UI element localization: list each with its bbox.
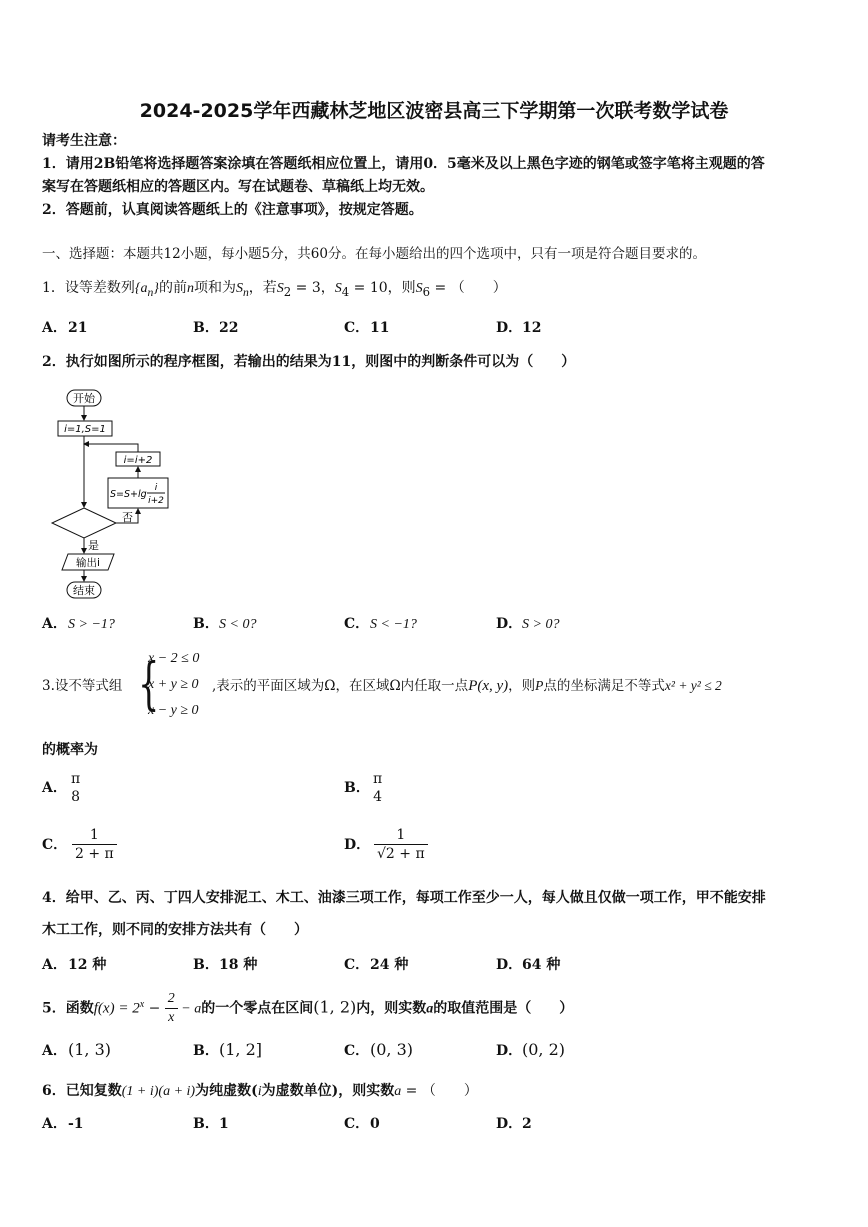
q1-cond1-val: = 3 <box>291 280 321 296</box>
q6-i: i <box>257 1084 262 1099</box>
q3-option-d[interactable] <box>344 826 428 863</box>
option-label: A． <box>42 320 67 336</box>
option-label: C． <box>42 836 68 853</box>
option-label: B． <box>193 1043 219 1059</box>
option-label: A． <box>42 957 67 973</box>
option-text: S > 0? <box>522 617 560 632</box>
q5-a: a <box>426 1001 434 1017</box>
section-heading: 一、选择题：本题共12小题，每小题5分，共60分。在每小题给出的四个选项中，只有一项是符合题目要求的。 <box>42 246 706 262</box>
flow-no-label: 否 <box>122 511 133 524</box>
option-text: (1, 2] <box>219 1040 263 1059</box>
option-fraction <box>72 826 117 863</box>
q3-mid: ,表示的平面区域为Ω，在区域Ω内任取一点 <box>212 678 469 694</box>
option-label: D． <box>496 320 523 336</box>
q1-cond2: S <box>334 281 342 296</box>
q4-option-b[interactable] <box>193 955 257 975</box>
option-label: C． <box>344 1116 370 1132</box>
option-text: (1, 3) <box>68 1040 112 1059</box>
q3-mid3: 点的坐标满足不等式 <box>543 678 665 694</box>
flow-update-frac-num: i <box>154 483 158 493</box>
q1-S: S <box>235 281 243 296</box>
q5-tail: 内，则实数 <box>356 1000 427 1017</box>
flow-output-text: 输出i <box>76 557 100 569</box>
flow-decision <box>52 508 116 538</box>
q1-option-b[interactable] <box>193 318 238 338</box>
option-label: B． <box>193 1116 219 1132</box>
q6-option-b[interactable] <box>193 1114 229 1134</box>
q3-mid2: ，则 <box>508 678 536 694</box>
option-text: 21 <box>68 320 88 336</box>
q3-point: P(x, y) <box>468 678 509 694</box>
q5-mid: 的一个零点在区间 <box>201 1000 314 1017</box>
option-fraction <box>370 770 385 806</box>
option-label: B． <box>344 780 370 796</box>
q1-n: n <box>186 281 194 296</box>
fraction-num: 2 <box>167 991 175 1007</box>
option-label: C． <box>344 616 370 632</box>
q5-interval: (1, 2) <box>313 997 357 1017</box>
flow-yes-label: 是 <box>88 539 99 552</box>
option-label: A． <box>42 616 67 632</box>
q1-text-e: ，则 <box>387 280 416 296</box>
option-text: 18 种 <box>219 957 258 973</box>
q3-P: P <box>535 678 544 693</box>
q4-option-a[interactable] <box>42 955 106 975</box>
fraction-num: 1 <box>89 827 99 843</box>
flow-update-text: S=S+lg <box>110 489 147 500</box>
option-text: 22 <box>219 320 239 336</box>
q1-seq: {a <box>134 281 148 296</box>
q1-cond2-sub: 4 <box>341 284 350 299</box>
q2-option-a[interactable] <box>42 614 115 635</box>
q6-end: = （ ） <box>401 1083 478 1099</box>
q1-option-a[interactable] <box>42 318 87 338</box>
option-text: (0, 3) <box>370 1040 414 1059</box>
q3-ineq-2: x + y ≥ 0 <box>148 677 199 692</box>
option-text: 11 <box>370 320 390 336</box>
option-text: S < −1? <box>370 617 417 632</box>
q6-option-d[interactable] <box>496 1114 532 1134</box>
q5-f: f(x) = 2 <box>93 1000 140 1017</box>
flowchart <box>44 386 174 602</box>
option-text: -1 <box>68 1116 84 1132</box>
fraction-den: √2 + π <box>374 844 428 863</box>
q6-option-a[interactable] <box>42 1114 84 1134</box>
q1-ask-sub: 6 <box>422 284 431 299</box>
option-label: B． <box>193 320 219 336</box>
q3-option-a[interactable] <box>42 770 83 806</box>
flow-end-text: 结束 <box>73 584 95 597</box>
option-label: D． <box>496 616 523 632</box>
q6-prefix: 6．已知复数 <box>42 1083 122 1099</box>
fraction-num: 1 <box>396 827 406 843</box>
option-text: 12 种 <box>68 957 107 973</box>
q1-S-sub: n <box>242 285 249 299</box>
q3-option-c[interactable] <box>42 826 117 863</box>
q5-option-c[interactable] <box>344 1040 413 1061</box>
notice-heading: 请考生注意： <box>42 133 126 149</box>
option-label: D． <box>344 836 371 853</box>
flow-init-text: i=1,S=1 <box>64 424 106 435</box>
q3-ineq-3: x − y ≥ 0 <box>148 703 199 718</box>
q5-rest: − a <box>177 1001 202 1017</box>
question-5 <box>42 988 573 1027</box>
q5-option-b[interactable] <box>193 1040 262 1061</box>
fraction-num: π <box>373 771 383 787</box>
option-text: 24 种 <box>370 957 409 973</box>
q3-body <box>212 676 722 696</box>
question-1 <box>42 278 507 303</box>
q1-text-b: 的前 <box>158 280 187 296</box>
fraction-den: 8 <box>71 789 81 805</box>
q1-cond2-val: = 10 <box>349 280 388 296</box>
q2-option-c[interactable] <box>344 614 417 635</box>
q4-option-c[interactable] <box>344 955 408 975</box>
option-label: C． <box>344 957 370 973</box>
q3-tail: 的概率为 <box>42 742 98 758</box>
option-text: 12 <box>522 320 542 336</box>
q6-expr: (1 + i)(a + i) <box>121 1084 196 1099</box>
option-text: 2 <box>522 1116 532 1132</box>
q6-option-c[interactable] <box>344 1114 380 1134</box>
option-label: A． <box>42 1043 67 1059</box>
q5-end: 的取值范围是（ ） <box>433 1000 574 1017</box>
option-label: B． <box>193 616 219 632</box>
q1-ask: S <box>415 281 423 296</box>
exam-title: 2024-2025学年西藏林芝地区波密县高三下学期第一次联考数学试卷 <box>139 100 729 122</box>
q1-text-a: 1．设等差数列 <box>42 280 135 296</box>
q1-cond1: S <box>276 281 284 296</box>
option-label: A． <box>42 780 67 796</box>
flow-start-text: 开始 <box>73 392 95 405</box>
flow-inc-text: i=i+2 <box>123 455 153 466</box>
option-text: S < 0? <box>219 617 257 632</box>
option-text: (0, 2) <box>522 1040 566 1059</box>
q4-option-d[interactable] <box>496 955 560 975</box>
q2-option-b[interactable] <box>193 614 256 635</box>
q5-option-d[interactable] <box>496 1040 565 1061</box>
flow-update-frac-den: i+2 <box>148 496 164 506</box>
notice-item-2: 2．答题前，认真阅读答题纸上的《注意事项》，按规定答题。 <box>42 202 423 218</box>
q3-prefix: 3.设不等式组 <box>42 678 123 694</box>
option-label: D． <box>496 1043 523 1059</box>
q1-seq-sub: n <box>147 285 154 299</box>
option-label: A． <box>42 1116 67 1132</box>
fraction-num: π <box>71 771 81 787</box>
option-label: D． <box>496 957 523 973</box>
option-label: B． <box>193 957 219 973</box>
q3-ineq-1: x − 2 ≤ 0 <box>148 651 200 666</box>
q1-sep: ， <box>320 280 335 296</box>
q5-fraction <box>165 990 178 1027</box>
q1-seq-end: } <box>153 281 159 296</box>
q6-mid: 为纯虚数( <box>195 1083 258 1099</box>
q5-prefix: 5．函数 <box>42 1000 94 1017</box>
q3-brace: { <box>138 652 160 717</box>
q5-option-a[interactable] <box>42 1040 111 1061</box>
option-label: C． <box>344 320 370 336</box>
notice-item-1: 1．请用2B铅笔将选择题答案涂填在答题纸相应位置上，请用0．5毫米及以上黑色字迹的钢笔或签字笔将主观题的答 <box>42 156 765 172</box>
notice-item-1-cont: 案写在答题纸相应的答题区内。写在试题卷、草稿纸上均无效。 <box>42 179 434 195</box>
fraction-den: 4 <box>373 789 383 805</box>
q1-text-c: 项和为 <box>193 280 236 296</box>
option-text: 1 <box>219 1116 229 1132</box>
q5-exp: x <box>139 999 145 1010</box>
q1-cond1-sub: 2 <box>283 284 292 299</box>
q1-text-f: = （ ） <box>430 280 507 296</box>
q1-text-d: ，若 <box>248 280 277 296</box>
option-fraction <box>374 826 428 863</box>
option-text: 0 <box>370 1116 380 1132</box>
question-4-line-2: 木工工作，则不同的安排方法共有（ ） <box>42 922 308 938</box>
q2-option-d[interactable] <box>496 614 559 635</box>
option-label: C． <box>344 1043 370 1059</box>
q5-minus: − <box>144 1000 165 1017</box>
option-text: 64 种 <box>522 957 561 973</box>
fraction-den: 2 + π <box>72 844 117 863</box>
question-4-line-1: 4．给甲、乙、丙、丁四人安排泥工、木工、油漆三项工作，每项工作至少一人，每人做且仅做一项工作，甲不能安排 <box>42 890 766 906</box>
q3-cond: x² + y² ≤ 2 <box>664 678 722 693</box>
option-text: S > −1? <box>68 617 115 632</box>
question-2: 2．执行如图所示的程序框图，若输出的结果为11，则图中的判断条件可以为（ ） <box>42 354 576 370</box>
option-fraction <box>68 770 83 806</box>
option-label: D． <box>496 1116 523 1132</box>
q6-mid2: 为虚数单位)，则实数 <box>261 1083 395 1099</box>
question-6 <box>42 1081 478 1102</box>
q6-a: a <box>394 1084 402 1099</box>
q1-option-d[interactable] <box>496 318 541 338</box>
q3-option-b[interactable] <box>344 770 385 806</box>
fraction-den: x <box>165 1008 178 1027</box>
q1-option-c[interactable] <box>344 318 389 338</box>
